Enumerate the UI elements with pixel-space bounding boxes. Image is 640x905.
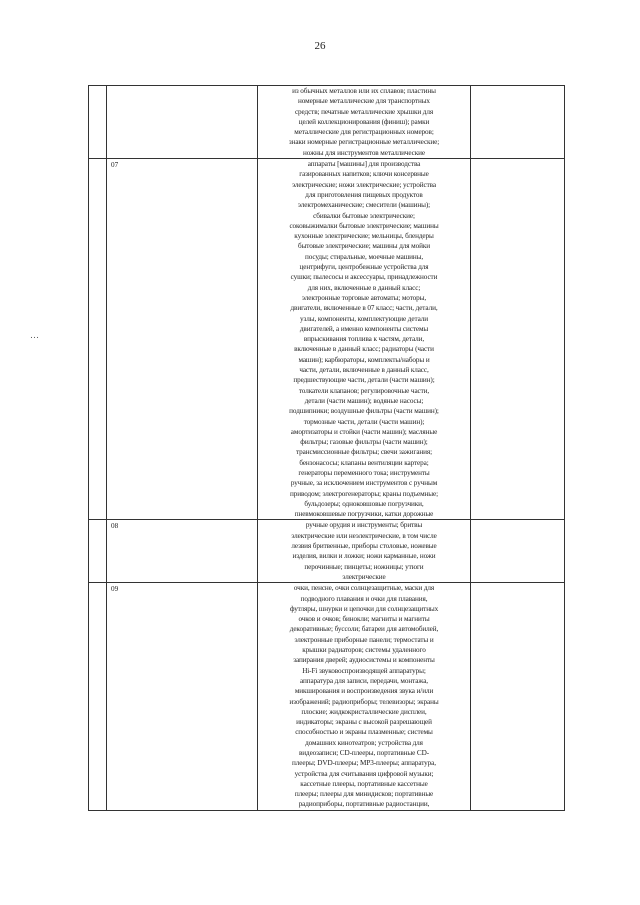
description-line: кухонные электрические; мельницы, блендеры — [294, 232, 434, 241]
description-line: электронные торговые автоматы; моторы, — [301, 293, 427, 302]
description-line: тормозные части, детали (части машин); — [303, 417, 425, 426]
description-line: декоративные; буссоли; батареи для автомобилей, — [289, 625, 439, 634]
description-line: бытовые электрические; машины для мойки — [298, 242, 430, 251]
description-line: целей коллекционирования (финиш); рамки — [298, 117, 430, 126]
description-line: ручные орудия и инструменты; бритвы — [305, 521, 423, 530]
description-line: части, детали, включенные в данный класс, — [299, 366, 429, 375]
description-line: плееры; DVD-плееры; MP3-плееры; аппаратура, — [292, 759, 436, 768]
description-line: аппаратура для записи, передачи, монтажа, — [299, 676, 428, 685]
description-line: бензонасосы; клапаны вентиляции картера; — [299, 458, 429, 467]
right-empty-cell — [471, 159, 565, 520]
goods-description-cell — [258, 520, 471, 583]
left-margin-cell — [89, 159, 107, 520]
description-line: способностью и экраны плазменные; системы — [295, 728, 433, 737]
left-margin-cell — [89, 86, 107, 159]
table-row — [89, 86, 565, 159]
class-code-cell: 07 — [107, 159, 258, 520]
description-line: микширования и воспроизведения звука и/или — [294, 687, 434, 696]
right-empty-cell — [471, 86, 565, 159]
description-line: Hi-Fi звуковоспроизводящей аппаратуры; — [302, 666, 426, 675]
description-line: изделия, вилки и ложки; ножи карманные, ножи — [292, 552, 436, 561]
description-line: аппараты [машины] для производства — [307, 160, 421, 169]
class-code-cell — [107, 86, 258, 159]
description-line: из обычных металлов или их сплавов; пластины — [292, 87, 436, 95]
description-line: сбивалки бытовые электрические; — [313, 211, 415, 220]
description-line: подшипники; воздушные фильтры (части машин); — [289, 407, 439, 416]
description-line: домашних кинотеатров; устройства для — [305, 738, 423, 747]
description-line: плоские; жидкокристаллические дисплеи, — [301, 707, 427, 716]
description-line: подводного плавания и очки для плавания, — [300, 594, 428, 603]
class-code-cell: 08 — [107, 520, 258, 583]
description-line: металлические для регистрационных номеров; — [294, 128, 434, 137]
description-line: видеозаписи; CD-плееры, портативные CD- — [298, 749, 430, 757]
description-line: перочинные; пинцеты; ножницы; утюги — [304, 562, 424, 571]
margin-mark: … — [30, 330, 39, 340]
description-line: изображений; радиоприборы; телевизоры; экраны — [289, 697, 439, 706]
left-margin-cell — [89, 583, 107, 811]
table-row — [89, 159, 565, 520]
description-line: для приготовления пищевых продуктов — [305, 190, 423, 199]
description-line: индикаторы; экраны с высокой разрешающей — [296, 718, 432, 727]
description-line: сушки; пылесосы и аксессуары, принадлежности — [290, 273, 438, 282]
description-line: включенные в данный класс; радиаторы (части — [294, 345, 434, 354]
description-line: генераторы переменного тока; инструменты — [298, 468, 430, 477]
description-line: радиоприборы, портативные радиостанции, — [298, 800, 430, 809]
description-line: ножны для инструментов металлические — [303, 148, 425, 157]
description-line: машин); карбюраторы, комплекты/наборы и — [298, 355, 430, 364]
description-line: очки, пенсне, очки солнцезащитные, маски для — [293, 584, 435, 593]
table-row — [89, 520, 565, 583]
description-line: трансмиссионные фильтры; свечи зажигания; — [296, 448, 432, 457]
description-line: запирания дверей; аудиосистемы и компоненты — [293, 656, 435, 665]
right-empty-cell — [471, 520, 565, 583]
description-line: электромеханические; смесители (машины); — [297, 201, 431, 210]
description-line: предшествующие части, детали (части машин); — [293, 376, 435, 385]
description-line: очков и очков; бинокли; магниты и магниты — [298, 615, 430, 624]
description-line: электронные приборные панели; термостаты и — [294, 635, 434, 644]
goods-description-cell — [258, 86, 471, 159]
goods-description-cell — [258, 583, 471, 811]
description-line: для них, включенные в данный класс; — [307, 283, 421, 292]
description-line: лезвия бритвенные, приборы столовые, ножевые — [291, 542, 437, 551]
description-line: фильтры; газовые фильтры (части машин); — [300, 438, 428, 447]
description-line: узлы, компоненты, комплектующие детали — [300, 314, 428, 323]
left-margin-cell — [89, 520, 107, 583]
description-line: знаки номерные регистрационные металлические; — [288, 138, 440, 147]
description-line: электрические — [342, 572, 386, 581]
description-line: двигатели, включенные в 07 класс; части, детали, — [290, 304, 438, 313]
description-line: плееры; плееры для минидисков; портативные — [294, 790, 434, 799]
description-line: приводом; электрогенераторы; краны подъемные; — [289, 489, 438, 498]
goods-description-cell — [258, 159, 471, 520]
description-line: газированных напитков; ключи консервные — [299, 170, 429, 179]
description-line: двигателей, а именно компоненты системы — [299, 324, 429, 333]
description-line: кассетные плееры, портативные кассетные — [300, 779, 428, 788]
description-line: бульдозеры; одноковшовые погрузчики, — [304, 499, 424, 508]
description-line: детали (части машин); водяные насосы; — [304, 396, 424, 405]
description-line: устройства для считывания цифровой музыки; — [294, 769, 434, 778]
description-line: номерные металлические для транспортных — [298, 97, 430, 106]
description-line: крышки радиаторов; системы удаленного — [302, 646, 426, 655]
description-line: амортизаторы и стойки (части машин); масляные — [290, 427, 438, 436]
description-line: впрыскивания топлива к частям, детали, — [303, 335, 425, 344]
description-line: средств; печатные металлические хрышки для — [294, 107, 434, 116]
table-row — [89, 583, 565, 811]
description-line: электрические или неэлектрические, в том числе — [291, 531, 437, 540]
right-empty-cell — [471, 583, 565, 811]
description-line: посуды; стиральные, моечные машины, — [304, 252, 424, 261]
description-line: пневмоковшевые погрузчики, катки дорожные — [294, 510, 434, 519]
description-line: соковыжималки бытовые электрические; машины — [289, 221, 439, 230]
class-code-cell: 09 — [107, 583, 258, 811]
description-line: ручные, за исключением инструментов с ручным — [290, 479, 438, 488]
goods-classes-table — [88, 85, 565, 811]
description-line: центрифуги, центробежные устройства для — [299, 263, 429, 272]
description-line: футляры, шнурки и цепочки для солнцезащитных — [289, 604, 439, 613]
page-number: 26 — [314, 40, 326, 52]
description-line: электрические; ножи электрические; устройства — [292, 180, 436, 189]
description-line: толкатели клапанов; регулировочные части, — [298, 386, 430, 395]
